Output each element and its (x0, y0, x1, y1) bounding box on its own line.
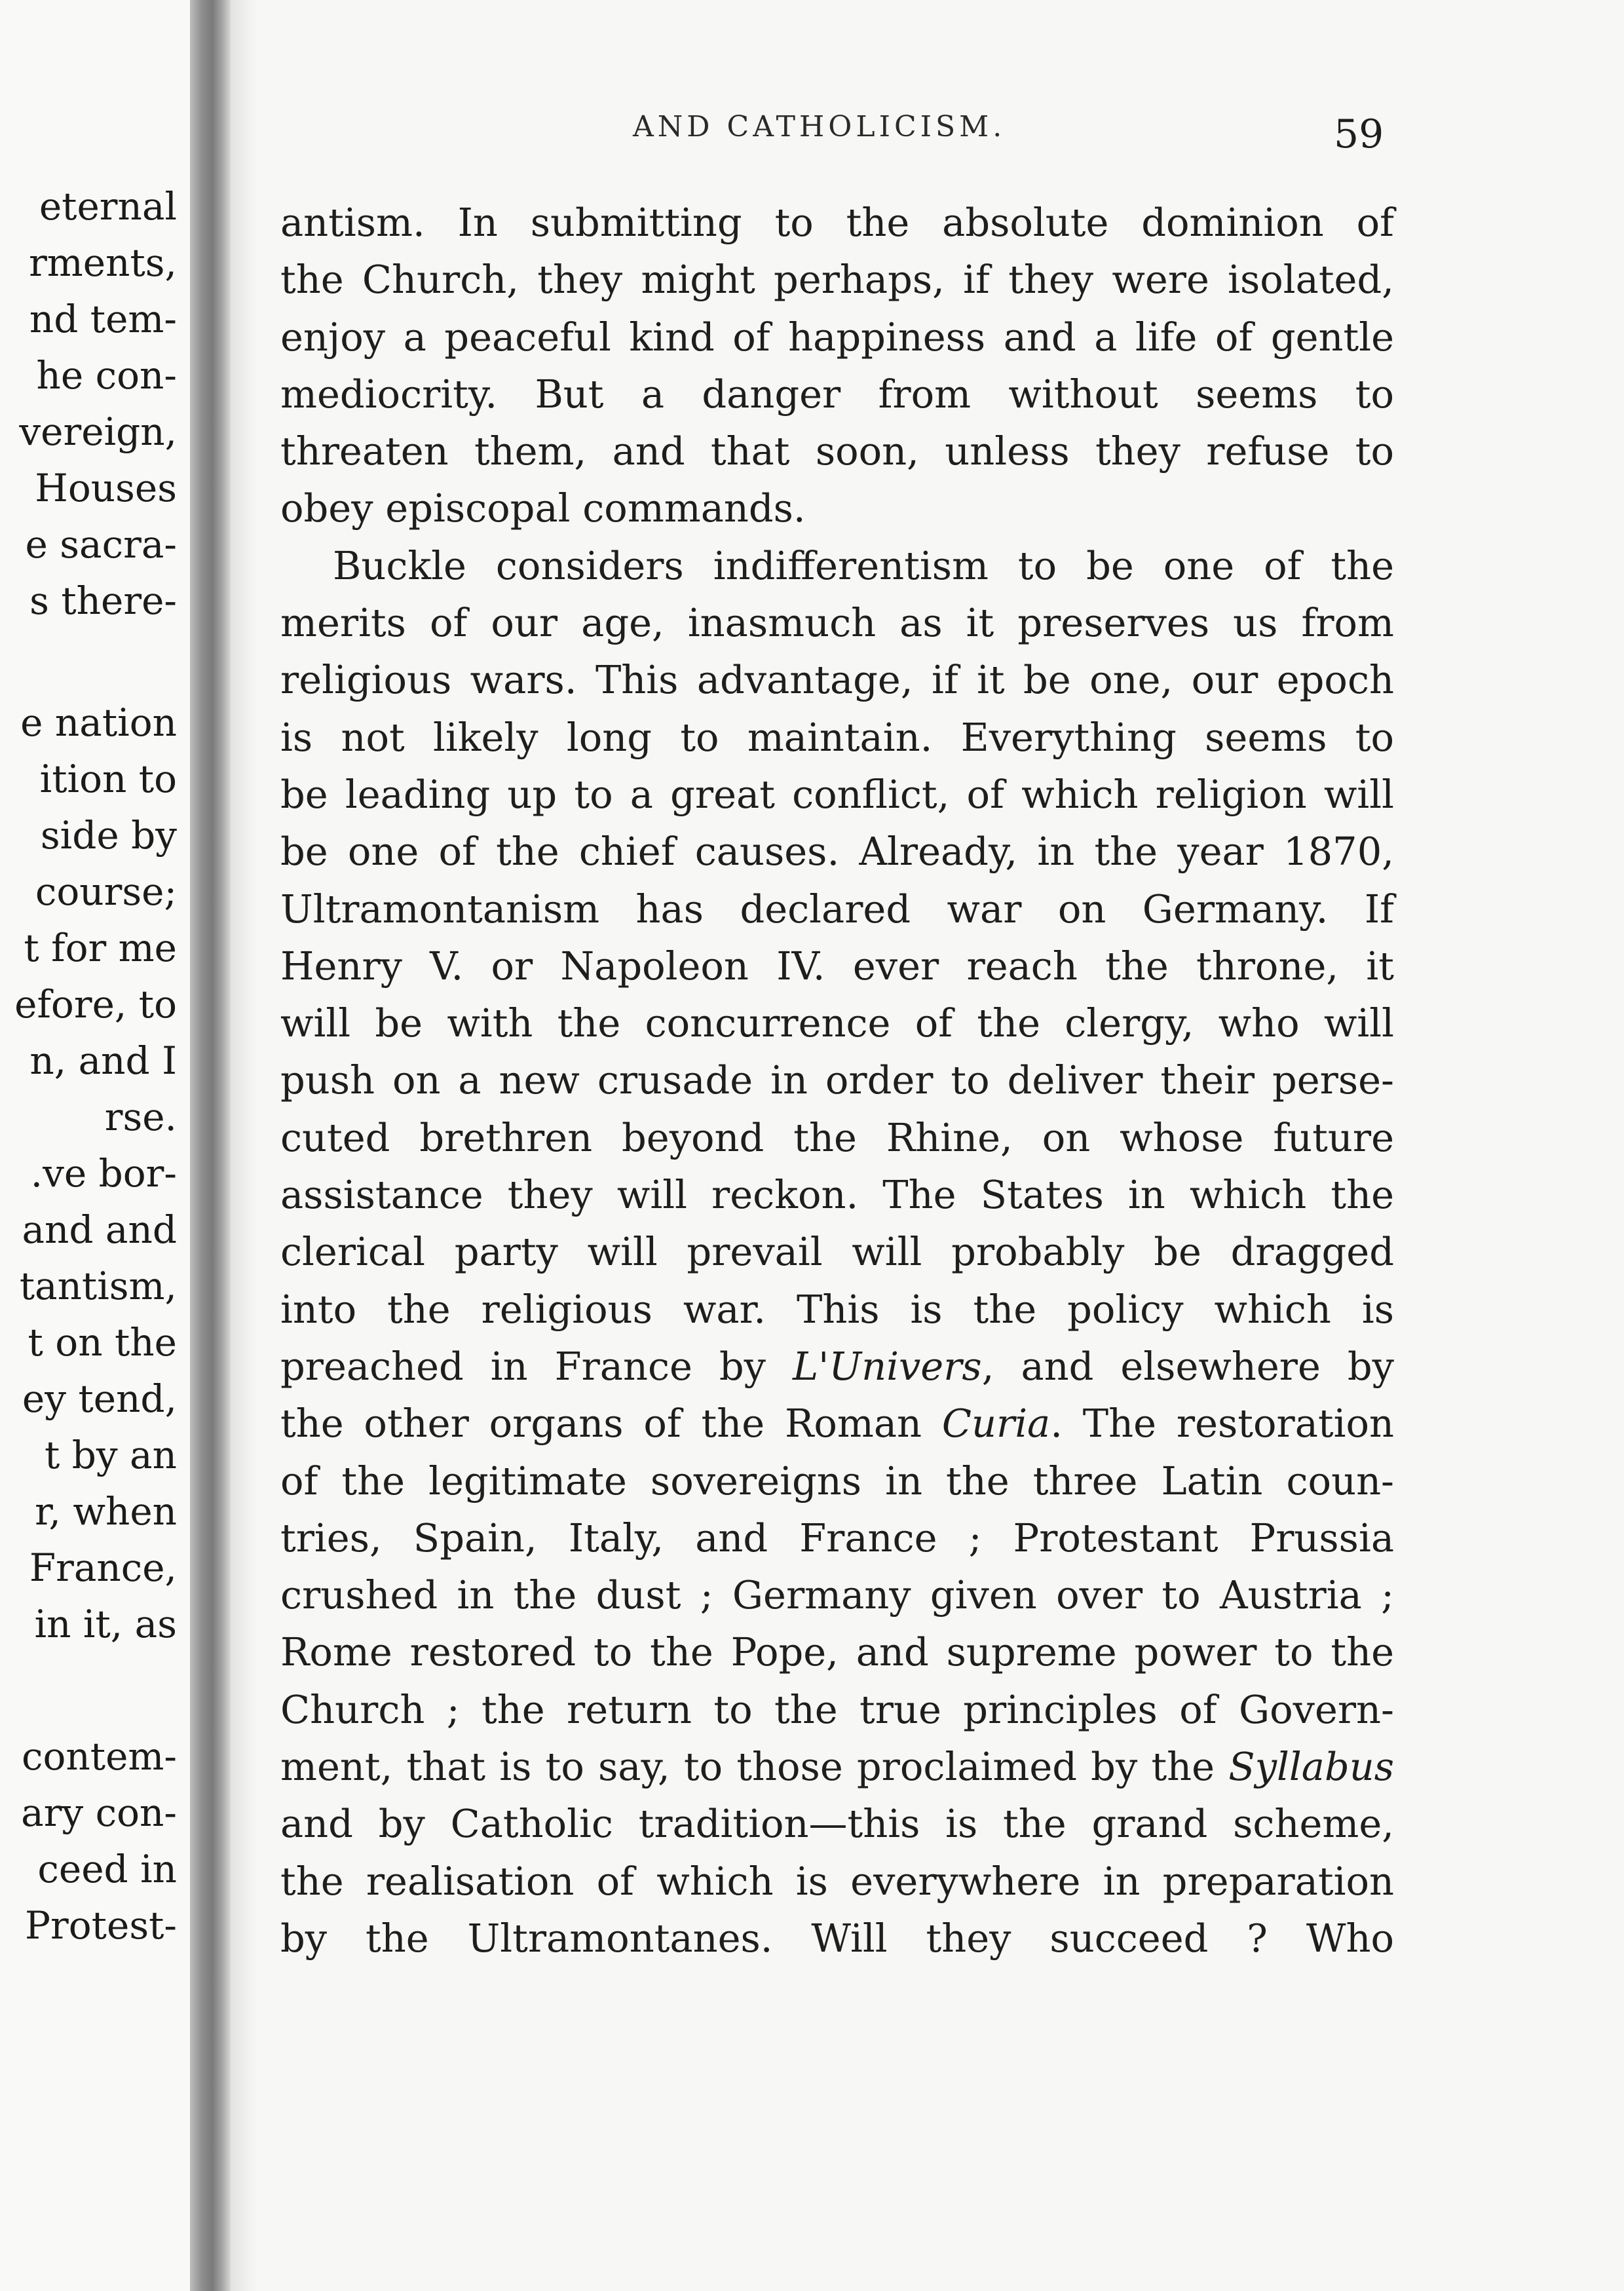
left-page (0, 0, 190, 2291)
text-run: ment, that is to say, to those proclaimed by the (280, 1744, 1229, 1790)
text-line: assistance they will reckon. The States in which the (280, 1172, 1394, 1218)
left-page-line: and and (22, 1207, 177, 1252)
left-page-line: tantism, (19, 1264, 177, 1308)
running-head: AND CATHOLICISM. (633, 110, 1006, 143)
text-line-univers (280, 1338, 1394, 1395)
text-line: and by Catholic tradition—this is the grand scheme, (280, 1801, 1394, 1847)
left-page-line: Houses (35, 466, 177, 510)
left-page-line: ary con- (21, 1790, 177, 1835)
left-page-line: e sacra- (25, 522, 177, 567)
left-page-line: rse. (104, 1095, 177, 1139)
text-line: Church ; the return to the true principles of Govern- (280, 1686, 1394, 1732)
text-line: cuted brethren beyond the Rhine, on whose future (280, 1114, 1394, 1160)
text-run: the other organs of the Roman (280, 1401, 942, 1447)
left-page-line: n, and I (29, 1038, 177, 1083)
left-page-line: ey tend, (22, 1376, 177, 1421)
left-page-line: in it, as (34, 1602, 177, 1646)
left-page-line: r, when (35, 1489, 177, 1534)
left-page-line: eternal (39, 184, 177, 229)
text-run: preached in France by (280, 1343, 793, 1389)
left-page-line: ceed in (37, 1847, 177, 1891)
text-line: by the Ultramontanes. Will they succeed ? Who (280, 1915, 1394, 1961)
left-page-line: vereign, (19, 409, 177, 454)
text-run: , and elsewhere by (981, 1343, 1394, 1389)
text-line: be leading up to a great conflict, of which religion will (280, 771, 1394, 817)
text-line: Ultramontanism has declared war on Germany. If (280, 886, 1394, 932)
left-page-line: contem- (22, 1734, 177, 1779)
text-line: enjoy a peaceful kind of happiness and a life of gentle (280, 314, 1394, 360)
text-line: antism. In submitting to the absolute dominion of (280, 200, 1394, 245)
text-line: push on a new crusade in order to deliver their perse- (280, 1057, 1394, 1103)
left-page-line: t by an (44, 1433, 177, 1477)
left-page-line: t for me (24, 926, 177, 970)
text-line: the realisation of which is everywhere in preparation (280, 1858, 1394, 1904)
text-line: Rome restored to the Pope, and supreme power to the (280, 1629, 1394, 1675)
left-page-line: rments, (29, 240, 177, 285)
italic-title-univers: L'Univers (792, 1343, 982, 1389)
text-line: obey episcopal commands. (280, 485, 806, 531)
left-page-line: .ve bor- (30, 1151, 177, 1196)
text-line: crushed in the dust ; Germany given over to Austria ; (280, 1572, 1394, 1618)
left-page-line: course; (35, 869, 177, 914)
text-line: be one of the chief causes. Already, in the year 1870, (280, 829, 1394, 875)
left-page-line: t on the (28, 1320, 177, 1365)
text-line-curia (280, 1395, 1394, 1452)
book-gutter (190, 0, 231, 2291)
left-page-line: side by (40, 813, 177, 858)
text-line: of the legitimate sovereigns in the three Latin coun- (280, 1458, 1394, 1504)
text-line: religious wars. This advantage, if it be one, our epoch (280, 657, 1394, 703)
left-page-line: nd tem- (29, 297, 177, 341)
body-text (280, 194, 1394, 1967)
text-line: threaten them, and that soon, unless they refuse to (280, 428, 1394, 474)
text-line: will be with the concurrence of the clergy, who will (280, 1000, 1394, 1046)
left-page-line: efore, to (14, 982, 177, 1027)
text-line: is not likely long to maintain. Everything seems to (280, 714, 1394, 760)
text-line-syllabus (280, 1738, 1394, 1795)
text-line: mediocrity. But a danger from without seems to (280, 371, 1394, 417)
text-line: clerical party will prevail will probably be dragged (280, 1229, 1394, 1275)
text-line: tries, Spain, Italy, and France ; Protestant Prussia (280, 1515, 1394, 1561)
text-line: the Church, they might perhaps, if they were isolated, (280, 257, 1394, 303)
text-line: into the religious war. This is the policy which is (280, 1286, 1394, 1332)
left-page-line: ition to (39, 757, 177, 801)
left-page-line: Protest- (25, 1903, 177, 1948)
page-number: 59 (1334, 111, 1384, 157)
left-page-line: e nation (20, 700, 177, 745)
left-page-line: France, (29, 1545, 177, 1590)
italic-word-curia: Curia (941, 1401, 1051, 1447)
left-page-line: he con- (36, 353, 177, 398)
text-run: . The restoration (1050, 1401, 1394, 1447)
text-line: Buckle considers indifferentism to be one of the (333, 542, 1394, 588)
left-page-line: s there- (29, 578, 177, 623)
italic-word-syllabus: Syllabus (1228, 1744, 1394, 1790)
text-line: Henry V. or Napoleon IV. ever reach the throne, it (280, 943, 1394, 989)
text-line: merits of our age, inasmuch as it preserves us from (280, 600, 1394, 646)
